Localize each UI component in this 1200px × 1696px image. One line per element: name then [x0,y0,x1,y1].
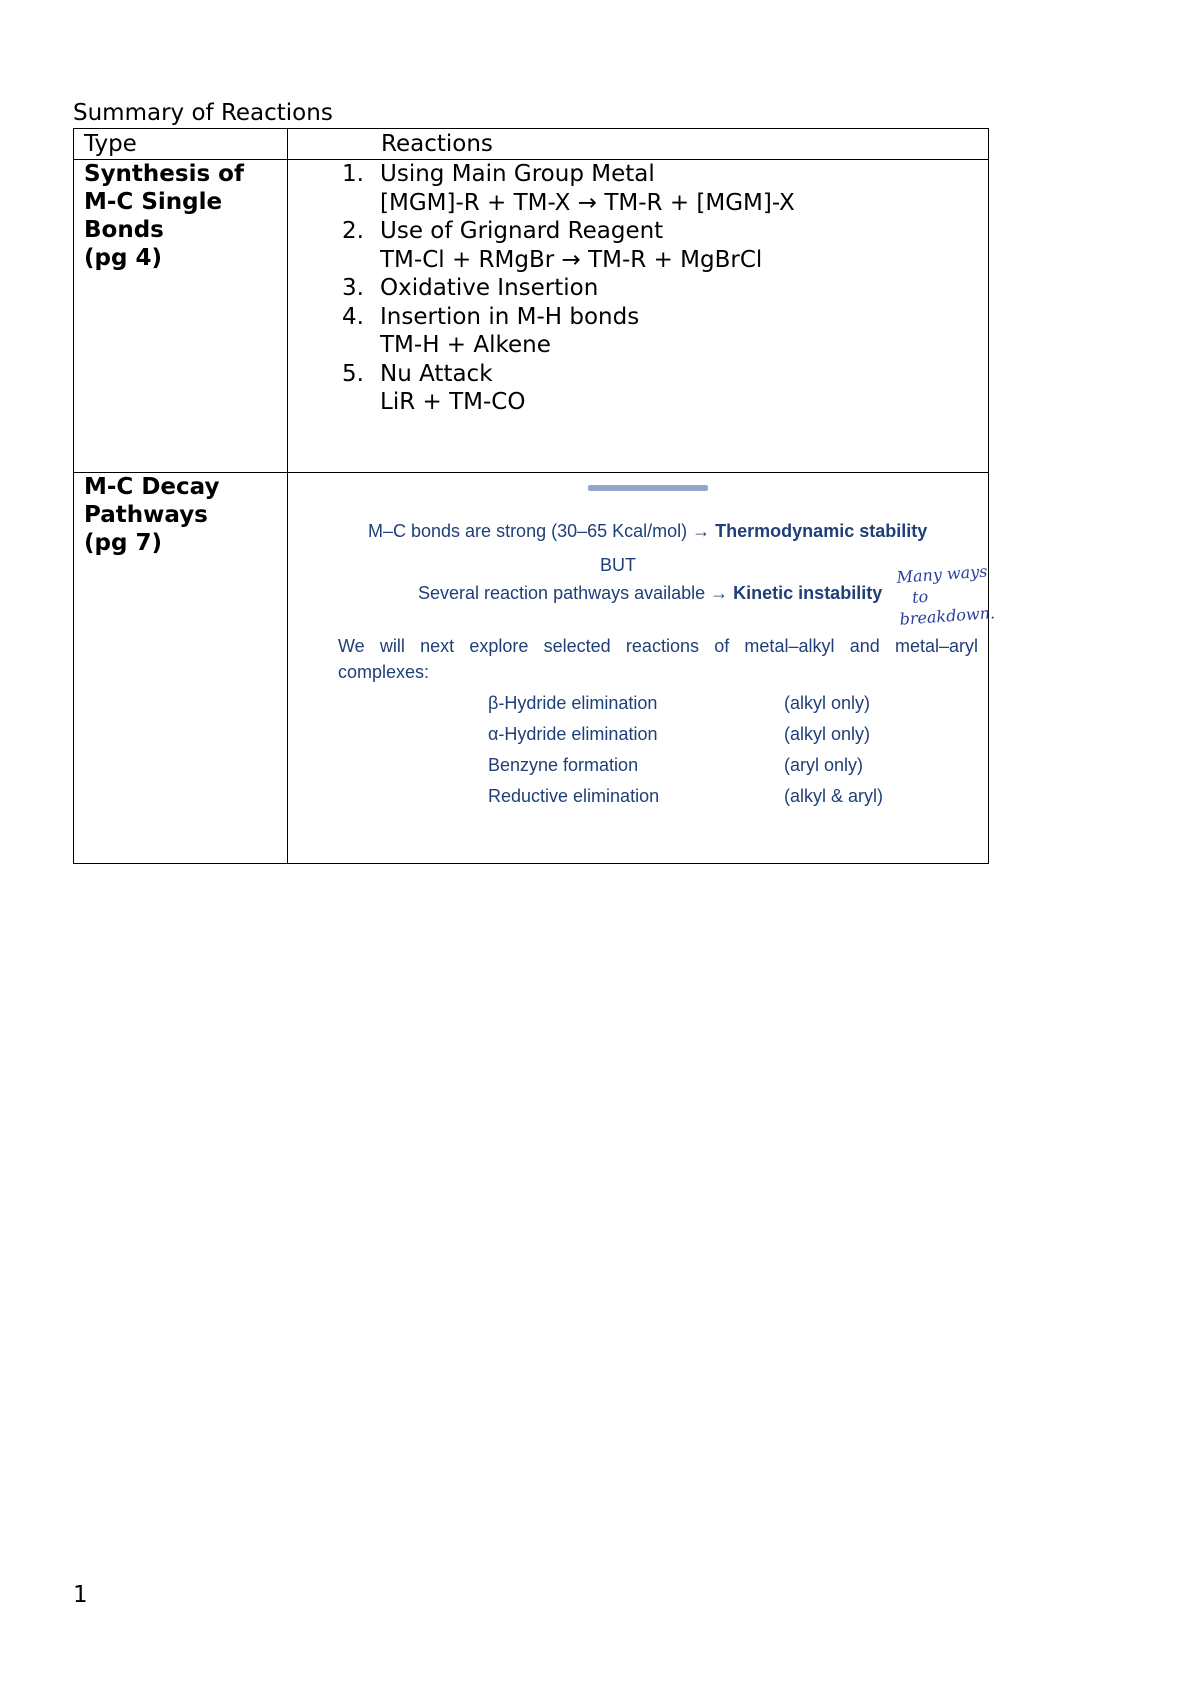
slide-reaction-name: α-Hydride elimination [488,724,658,744]
slide-reaction-name: β-Hydride elimination [488,693,658,713]
reaction-equation: LiR + TM-CO [380,389,526,415]
slide-but: BUT [600,555,636,575]
slide-intro: We will next explore selected reactions of metal–alkyl and metal–aryl complexes: [338,636,978,682]
list-item: 5. Nu Attack LiR + TM-CO [380,360,978,417]
reaction-equation: TM-Cl + RMgBr → TM-R + MgBrCl [380,246,763,273]
slide-reaction-scope: (alkyl & aryl) [784,786,884,806]
header-type: Type [74,129,288,160]
slide-reaction-scope: (alkyl only) [784,724,871,744]
handwritten-note: Many ways to breakdown. [896,561,996,629]
slide-reaction-scope: (aryl only) [784,755,864,775]
header-reactions: Reactions [288,129,989,160]
reaction-equation: TM-H + Alkene [380,332,551,358]
type-cell-decay: M-C Decay Pathways (pg 7) [74,473,288,864]
table-header-row [74,129,989,160]
slide-reaction-scope: (alkyl only) [784,693,871,713]
slide-reaction-name: Reductive elimination [488,786,660,806]
cropped-title-fragment [588,485,708,491]
reactions-summary-table [73,128,996,864]
slide-reaction-name: Benzyne formation [488,755,639,775]
page-number: 1 [73,1582,88,1608]
page-title: Summary of Reactions [73,100,333,126]
table-row-synthesis [74,160,989,473]
type-cell-synthesis: Synthesis of M-C Single Bonds (pg 4) [74,160,288,473]
reaction-equation: [MGM]-R + TM-X → TM-R + [MGM]-X [380,189,795,216]
list-item: 3. Oxidative Insertion [342,275,599,301]
slide-line-instability: Several reaction pathways available → Kinetic instability [418,583,883,603]
list-item: 2. Use of Grignard Reagent TM-Cl + RMgBr → TM-R + MgBrCl [380,217,978,274]
list-item: 4. Insertion in M-H bonds TM-H + Alkene [380,303,978,360]
slide-line-stability: M–C bonds are strong (30–65 Kcal/mol) → Thermodynamic stability [368,521,928,541]
embedded-slide-image [298,485,996,815]
reactions-cell-synthesis [288,160,989,473]
list-item: 1. Using Main Group Metal [MGM]-R + TM-X → TM-R + [MGM]-X [380,160,978,217]
table-row-decay [74,473,989,864]
reactions-cell-decay [288,473,996,864]
